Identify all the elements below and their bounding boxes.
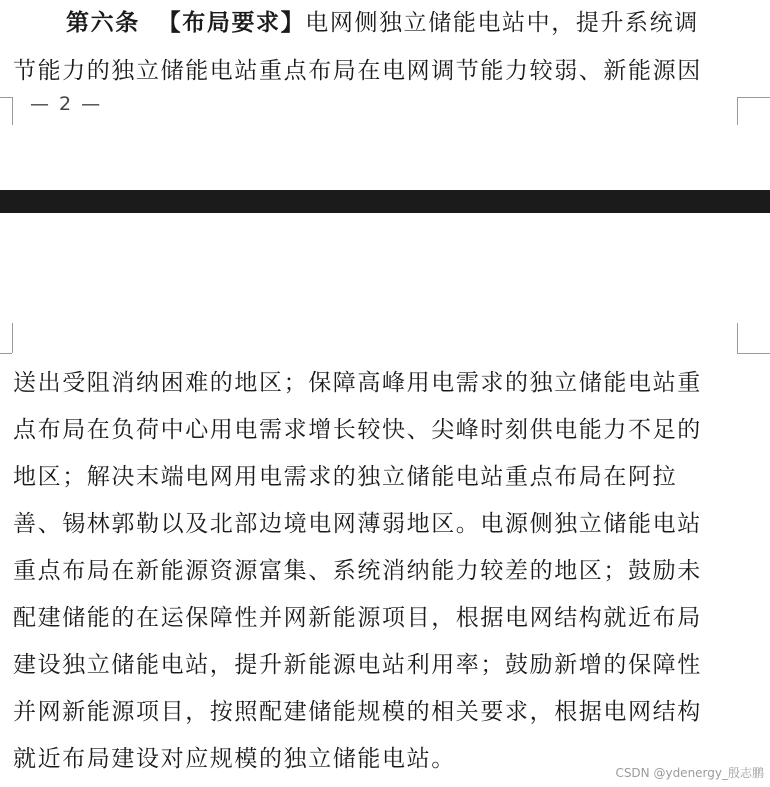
watermark-text: CSDN @ydenergy_殷志鹏 [615,766,764,780]
page-separator [0,190,770,213]
page-number: — 2 — [30,93,103,115]
corner-mark-right-h [737,97,770,98]
paragraph-line-8: 配建储能的在运保障性并网新能源项目，根据电网结构就近布局 [13,605,702,631]
corner-mark-left-v2 [12,323,13,353]
paragraph-line-4: 点布局在负荷中心用电需求增长较快、尖峰时刻供电能力不足的 [13,417,702,443]
paragraph-line-11: 就近布局建设对应规模的独立储能电站。 [13,746,456,772]
paragraph-line-7: 重点布局在新能源资源富集、系统消纳能力较差的地区；鼓励未 [13,558,702,584]
paragraph-line-6: 善、锡林郭勒以及北部边境电网薄弱地区。电源侧独立储能电站 [13,511,702,537]
document-page-bottom [0,213,770,787]
paragraph-line-5: 地区；解决末端电网用电需求的独立储能电站重点布局在阿拉 [13,464,678,490]
corner-mark-right-v2 [737,323,738,353]
paragraph-line-9: 建设独立储能电站，提升新能源电站利用率；鼓励新增的保障性 [13,652,702,678]
article-heading: 【布局要求】 [157,9,306,36]
corner-mark-right-h2 [737,353,770,354]
paragraph-line-3: 送出受阻消纳困难的地区；保障高峰用电需求的独立储能电站重 [13,370,702,396]
paragraph-line-2: 节能力的独立储能电站重点布局在电网调节能力较弱、新能源因 [13,58,702,84]
paragraph-line-1-text: 电网侧独立储能电站中，提升系统调 [305,10,699,36]
paragraph-line-1 [66,8,736,38]
corner-mark-right-v [737,97,738,125]
article-title: 第六条 [66,9,140,36]
corner-mark-left-v [12,97,13,125]
corner-mark-left-h [0,97,12,98]
paragraph-line-10: 并网新能源项目，按照配建储能规模的相关要求，根据电网结构 [13,699,702,725]
document-page-top [0,0,770,190]
corner-mark-left-h2 [0,353,12,354]
